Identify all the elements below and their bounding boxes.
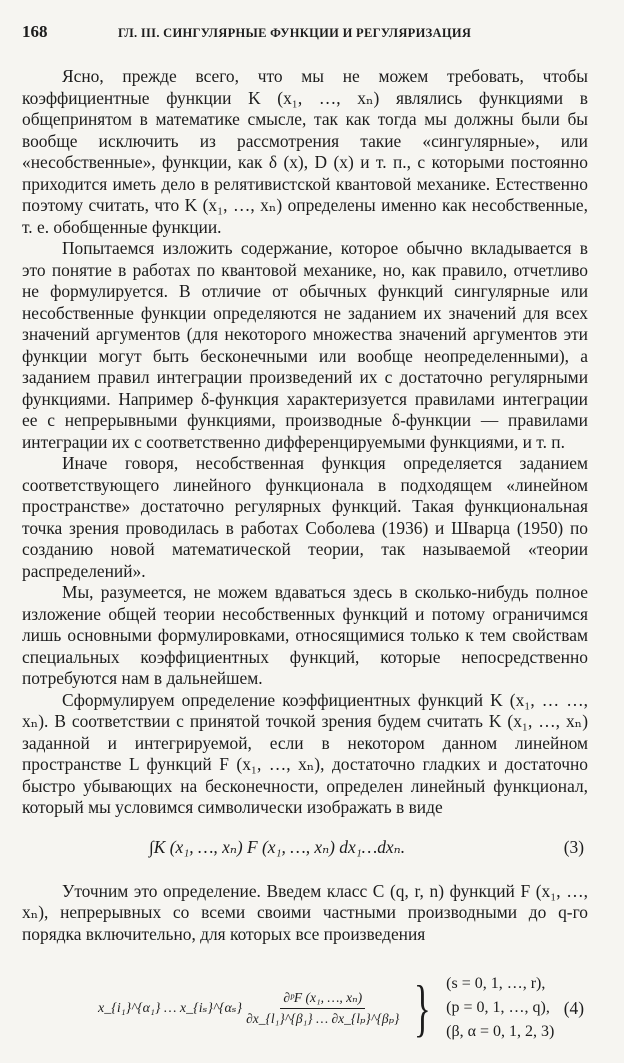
equation-4-conditions xyxy=(446,972,554,1044)
condition-line: (p = 0, 1, …, q), xyxy=(446,999,550,1016)
equation-3 xyxy=(22,825,588,871)
equation-4-prefix: x_{i₁}^{α₁} … x_{iₛ}^{αₛ} xyxy=(98,1000,243,1016)
fraction-numerator: ∂ᵖF (x₁, …, xₙ) xyxy=(280,990,365,1009)
condition-line: (β, α = 0, 1, 2, 3) xyxy=(446,1023,555,1040)
running-header xyxy=(22,22,588,52)
equation-3-number: (3) xyxy=(563,837,584,857)
book-page xyxy=(22,22,588,1063)
paragraph: Ясно, прежде всего, что мы не можем требовать, чтобы коэффициентные функции K (x₁, …, xₙ) являлись функциями в общепринятом в математике смысле, так как тогда мы должны были бы вообще исключить из рассмотрения такие «сингулярные», или «несобственные», функции, как δ (x), D (x) и т. п., с которыми постоянно приходится иметь дело в релятивистской квантовой механике. Естественно поэтому считать, что K (x₁, …, xₙ) определены именно как несобственные, т. е. обобщенные функции. xyxy=(22,66,588,237)
equation-4-expression xyxy=(98,972,554,1044)
equation-4 xyxy=(22,953,588,1063)
paragraph: Мы, разумеется, не можем вдаваться здесь в сколько-нибудь полное изложение общей теории несобственных функций и потому ограничимся лишь основными формулировками, относящимися только к тем свойствам специальных коэффициентных функций, которые непосредственно потребуются нам в дальнейшем. xyxy=(22,582,588,688)
chapter-title: ГЛ. III. СИНГУЛЯРНЫЕ ФУНКЦИИ И РЕГУЛЯРИЗАЦИЯ xyxy=(118,26,472,40)
fraction-denominator: ∂x_{l₁}^{β₁} … ∂x_{lₚ}^{βₚ} xyxy=(246,1010,400,1026)
equation-4-number: (4) xyxy=(563,997,584,1018)
right-brace: } xyxy=(414,972,432,1043)
equation-3-expression: ∫K (x₁, …, xₙ) F (x₁, …, xₙ) dx₁…dxₙ. xyxy=(149,837,406,857)
page-body xyxy=(22,66,588,1063)
equation-4-fraction xyxy=(246,990,399,1027)
paragraph: Попытаемся изложить содержание, которое обычно вкладывается в это понятие в работах по квантовой механике, но, как правило, отчетливо не формулируется. В отличие от обычных функций сингулярные или несобственные функции определяются не заданием их значений для всех значений аргументов (для некоторого множества значений аргументов эти функции могут быть бесконечными или вообще неопределенными), а заданием правил интеграции произведений их с достаточно регулярными функциями. Например δ-функция характеризуется правилами интеграции ее с непрерывными функциями, производные δ-функции — правилами интеграции их с соответственно дифференцируемыми функциями, и т. п. xyxy=(22,238,588,452)
page-number: 168 xyxy=(22,22,48,41)
paragraph: Иначе говоря, несобственная функция определяется заданием соответствующего линейного функционала в подходящем «линейном пространстве» достаточно регулярных функций. Такая функциональная точка зрения проводилась в работах Соболева (1936) и Шварца (1950) по созданию новой математической теории, так называемой «теории распределений». xyxy=(22,453,588,581)
condition-line: (s = 0, 1, …, r), xyxy=(446,975,546,992)
paragraph: Уточним это определение. Введем класс C (q, r, n) функций F (x₁, …, xₙ), непрерывных со всеми своими частными производными до q-го порядка включительно, для которых все произведения xyxy=(22,880,588,944)
paragraph: Сформулируем определение коэффициентных функций K (x₁, … …, xₙ). В соответствии с принятой точкой зрения будем считать K (x₁, …, xₙ) заданной и интегрируемой, если в некотором данном линейном пространстве L функций F (x₁, …, xₙ), достаточно гладких и достаточно быстро убывающих на бесконечности, определен линейный функционал, который мы условимся символически изображать в виде xyxy=(22,689,588,817)
